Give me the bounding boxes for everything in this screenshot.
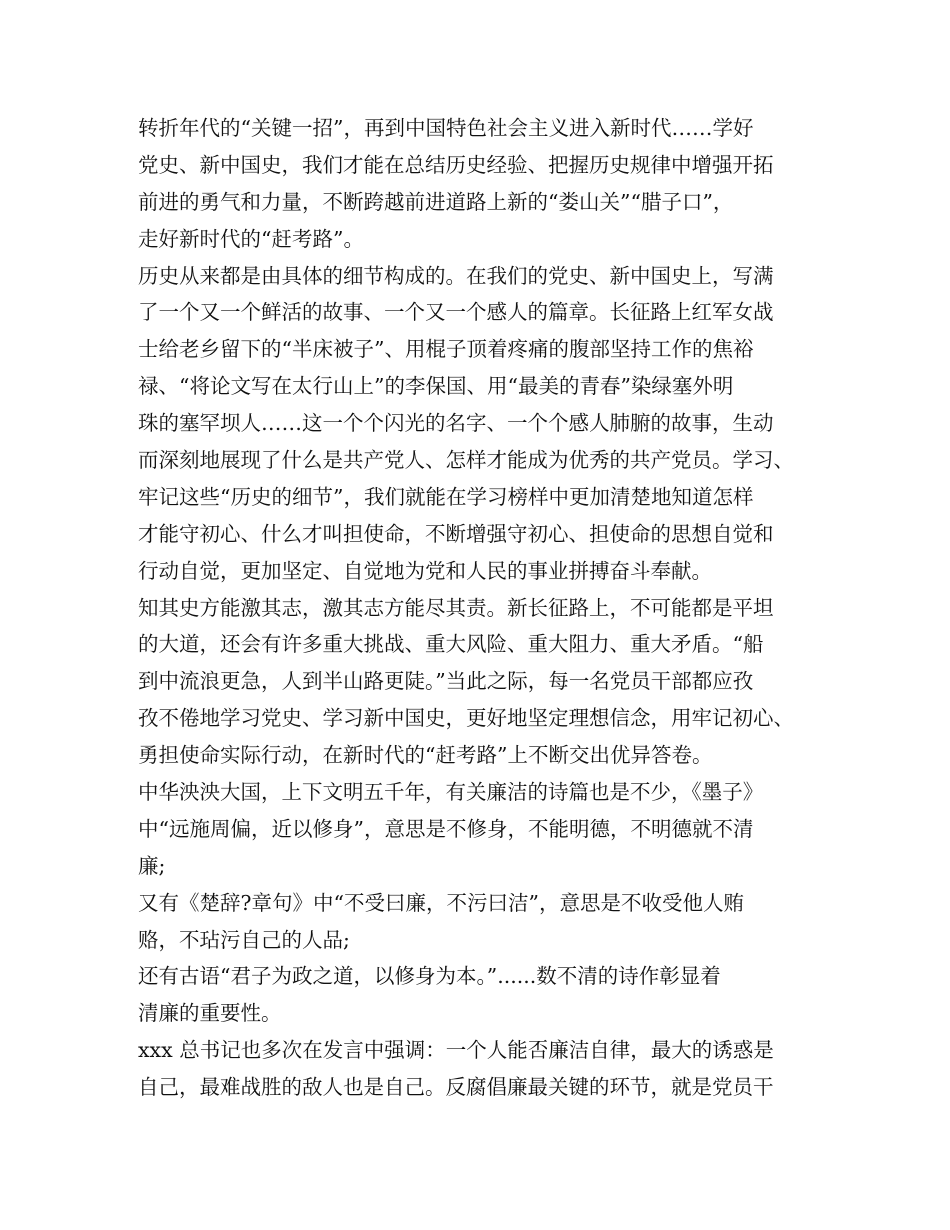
text-line: 知其史方能激其志，激其志方能尽其责。新长征路上，不可能都是平坦 xyxy=(138,595,774,620)
text-line: 廉; xyxy=(138,853,166,878)
text-line: 中“远施周偏，近以修身”，意思是不修身，不能明德，不明德就不清 xyxy=(138,816,754,841)
text-line: 珠的塞罕坝人……这一个个闪光的名字、一个个感人肺腑的故事，生动 xyxy=(138,411,774,436)
text-line: 赂，不玷污自己的人品; xyxy=(138,927,350,952)
text-line: 自己，最难战胜的敌人也是自己。反腐倡廉最关键的环节，就是党员干 xyxy=(138,1075,774,1100)
text-line: 又有《楚辞?章句》中“不受曰廉，不污曰洁”，意思是不收受他人贿 xyxy=(138,890,744,915)
text-line: 勇担使命实际行动，在新时代的“赶考路”上不断交出优异答卷。 xyxy=(138,743,713,768)
text-line: 走好新时代的“赶考路”。 xyxy=(138,226,364,251)
text-line: 孜不倦地学习党史、学习新中国史，更好地坚定理想信念，用牢记初心、 xyxy=(138,706,794,731)
text-line: 牢记这些“历史的细节”，我们就能在学习榜样中更加清楚地知道怎样 xyxy=(138,484,754,509)
text-line: 才能守初心、什么才叫担使命，不断增强守初心、担使命的思想自觉和 xyxy=(138,521,774,546)
text-line: 而深刻地展现了什么是共产党人、怎样才能成为优秀的共产党员。学习、 xyxy=(138,448,794,473)
text-line: 中华泱泱大国，上下文明五千年，有关廉洁的诗篇也是不少，《墨子》 xyxy=(138,780,764,805)
text-line: 清廉的重要性。 xyxy=(138,1001,282,1026)
text-line: 转折年代的“关键一招”，再到中国特色社会主义进入新时代……学好 xyxy=(138,116,754,140)
text-line: 前进的勇气和力量，不断跨越前进道路上新的“娄山关”“腊子口”， xyxy=(138,189,734,214)
body-text xyxy=(138,110,828,1106)
text-line: 禄、“将论文写在太行山上”的李保国、用“最美的青春”染绿塞外明 xyxy=(138,374,734,399)
text-line: 行动自觉，更加坚定、自觉地为党和人民的事业拼搏奋斗奉献。 xyxy=(138,558,712,583)
text-line: 还有古语“君子为政之道，以修身为本。”......数不清的诗作彰显着 xyxy=(138,964,721,989)
text-line: 的大道，还会有许多重大挑战、重大风险、重大阻力、重大矛盾。“船 xyxy=(138,632,764,657)
text-line: xxx 总书记也多次在发言中强调：一个人能否廉洁自律，最大的诱惑是 xyxy=(138,1038,774,1063)
text-line: 到中流浪更急，人到半山路更陡。”当此之际，每一名党员干部都应孜 xyxy=(138,669,754,694)
text-line: 历史从来都是由具体的细节构成的。在我们的党史、新中国史上，写满 xyxy=(138,263,774,288)
text-line: 了一个又一个鲜活的故事、一个又一个感人的篇章。长征路上红军女战 xyxy=(138,300,774,325)
text-line: 士给老乡留下的“半床被子”、用棍子顶着疼痛的腹部坚持工作的焦裕 xyxy=(138,337,754,362)
text-line: 党史、新中国史，我们才能在总结历史经验、把握历史规律中增强开拓 xyxy=(138,152,774,177)
